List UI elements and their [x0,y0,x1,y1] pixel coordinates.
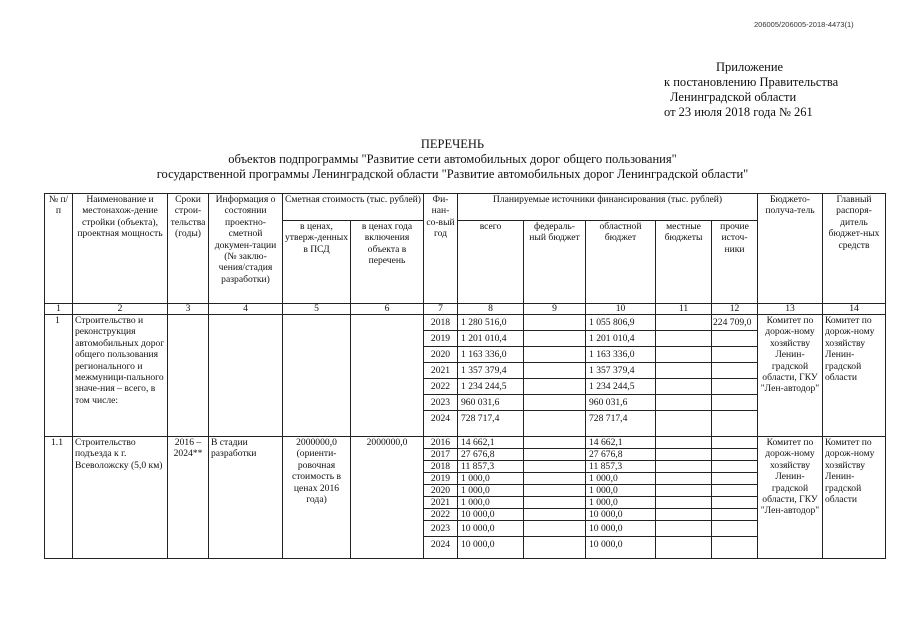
regional-cell: 1 357 379,4 [586,363,655,379]
column-number: 13 [758,304,823,315]
column-number: 7 [424,304,458,315]
row-num: 1.1 [45,437,73,559]
table-row [45,315,886,437]
total-cell: 14 662,1 [458,437,523,449]
regional-cell: 11 857,3 [586,461,655,473]
row-other [712,437,758,559]
year-cell: 2021 [424,363,457,379]
total-cell: 1 280 516,0 [458,315,523,331]
year-cell: 2024 [430,539,451,550]
regional-cell: 1 055 806,9 [586,315,655,331]
header-recipient: Бюджето-получа-тель [758,194,823,304]
appendix-line: Ленинградской области [670,90,797,104]
column-number: 10 [586,304,656,315]
document-title [0,137,905,182]
header-local: местные бюджеты [656,221,712,304]
regional-cell: 1 201 010,4 [586,331,655,347]
appendix-line: к постановлению Правительства [664,75,839,89]
row-manager: Комитет по дорож-ному хозяйству Ленин-градской области [823,437,886,559]
title-line: объектов подпрограммы "Развитие сети автомобильных дорог общего пользования" [228,152,677,166]
row-name: Строительство и реконструкция автомобильных дорог общего пользования регионального и межмуници-пального значе-ния – всего, в том числе: [73,315,168,437]
total-cell: 1 000,0 [458,497,523,509]
row-recipient: Комитет по дорож-ному хозяйству Ленин-градской области, ГКУ "Лен-автодор" [758,315,823,437]
header-name: Наименование и местонахож-дение стройки (объекта), проектная мощность [73,194,168,304]
row-est-year: 2000000,0 [351,437,424,559]
row-local [656,315,712,437]
total-cell: 11 857,3 [458,461,523,473]
year-cell: 2018 [424,315,457,331]
row-other [712,315,758,437]
column-numbers-row [45,304,886,315]
header-fin-year: Фи-нан-со-вый год [424,194,458,304]
year-cell: 2016 [424,437,457,449]
header-sources: Планируемые источники финансирования (тыс. рублей) [458,194,758,221]
row-info [209,315,283,437]
total-cell: 728 717,4 [461,413,500,424]
column-number: 5 [283,304,351,315]
objects-table [44,193,886,559]
row-est-psd: 2000000,0 (ориенти-ровочная стоимость в ценах 2016 года) [283,437,351,559]
column-number: 11 [656,304,712,315]
column-number: 4 [209,304,283,315]
other-cell: 224 709,0 [712,315,757,331]
year-cell: 2018 [424,461,457,473]
year-cell: 2019 [424,331,457,347]
document-number: 206005/206005-2018-4473(1) [754,20,854,29]
regional-cell: 1 000,0 [586,485,655,497]
header-regional: областной бюджет [586,221,656,304]
row-info: В стадии разработки [209,437,283,559]
regional-cell: 1 000,0 [586,473,655,485]
appendix-date: от 23 июля 2018 года № 261 [664,105,813,119]
row-years [424,315,458,437]
row-years [424,437,458,559]
column-number: 2 [73,304,168,315]
regional-cell: 27 676,8 [586,449,655,461]
row-totals [458,437,524,559]
header-manager: Главный распоря-дитель бюджет-ных средств [823,194,886,304]
total-cell: 1 163 336,0 [458,347,523,363]
regional-cell: 10 000,0 [586,521,655,537]
column-number: 9 [524,304,586,315]
total-cell: 1 000,0 [458,485,523,497]
row-name: Строительство подъезда к г. Всеволожску (5,0 км) [73,437,168,559]
regional-cell: 960 031,6 [586,395,655,411]
total-cell: 1 000,0 [458,473,523,485]
regional-cell: 1 163 336,0 [586,347,655,363]
year-cell: 2020 [424,347,457,363]
row-regional [586,437,656,559]
total-cell: 1 357 379,4 [458,363,523,379]
year-cell: 2022 [424,509,457,521]
header-est-year: в ценах года включения объекта в перечень [351,221,424,304]
year-cell: 2017 [424,449,457,461]
year-cell: 2023 [424,521,457,537]
row-recipient: Комитет по дорож-ному хозяйству Ленин-градской области, ГКУ "Лен-автодор" [758,437,823,559]
column-number: 1 [45,304,73,315]
column-number: 3 [168,304,209,315]
column-number: 6 [351,304,424,315]
header-info: Информация о состоянии проектно-сметной докумен-тации (№ заклю-чения/стадия разработки) [209,194,283,304]
year-cell: 2024 [430,413,451,424]
header-total: всего [458,221,524,304]
year-cell: 2022 [424,379,457,395]
regional-cell: 10 000,0 [589,539,623,550]
row-est-year [351,315,424,437]
header-num: № п/п [45,194,73,304]
total-cell: 1 201 010,4 [458,331,523,347]
column-number: 14 [823,304,886,315]
header-other: прочие источ-ники [712,221,758,304]
year-cell: 2019 [424,473,457,485]
column-number: 8 [458,304,524,315]
row-federal [524,315,586,437]
year-cell: 2023 [424,395,457,411]
table-row [45,437,886,559]
header-est-psd: в ценах, утверж-денных в ПСД [283,221,351,304]
regional-cell: 728 717,4 [589,413,628,424]
header-federal: федераль-ный бюджет [524,221,586,304]
regional-cell: 1 000,0 [586,497,655,509]
total-cell: 960 031,6 [458,395,523,411]
regional-cell: 14 662,1 [586,437,655,449]
column-number: 12 [712,304,758,315]
row-local [656,437,712,559]
row-federal [524,437,586,559]
row-est-psd [283,315,351,437]
row-num: 1 [45,315,73,437]
row-regional [586,315,656,437]
header-estimate: Сметная стоимость (тыс. рублей) [283,194,424,221]
year-cell: 2021 [424,497,457,509]
appendix-block [664,60,838,120]
regional-cell: 1 234 244,5 [586,379,655,395]
title-line: государственной программы Ленинградской области "Развитие автомобильных дорог Ленинградской области" [156,167,749,181]
header-terms: Сроки строи-тельства (годы) [168,194,209,304]
total-cell: 1 234 244,5 [458,379,523,395]
row-manager: Комитет по дорож-ному хозяйству Ленин-градской области [823,315,886,437]
row-terms [168,315,209,437]
row-terms: 2016 – 2024** [168,437,209,559]
appendix-line: Приложение [716,60,784,74]
regional-cell: 10 000,0 [586,509,655,521]
row-totals [458,315,524,437]
year-cell: 2020 [424,485,457,497]
total-cell: 10 000,0 [458,509,523,521]
total-cell: 10 000,0 [458,521,523,537]
total-cell: 10 000,0 [461,539,495,550]
title-line: ПЕРЕЧЕНЬ [420,137,485,151]
total-cell: 27 676,8 [458,449,523,461]
